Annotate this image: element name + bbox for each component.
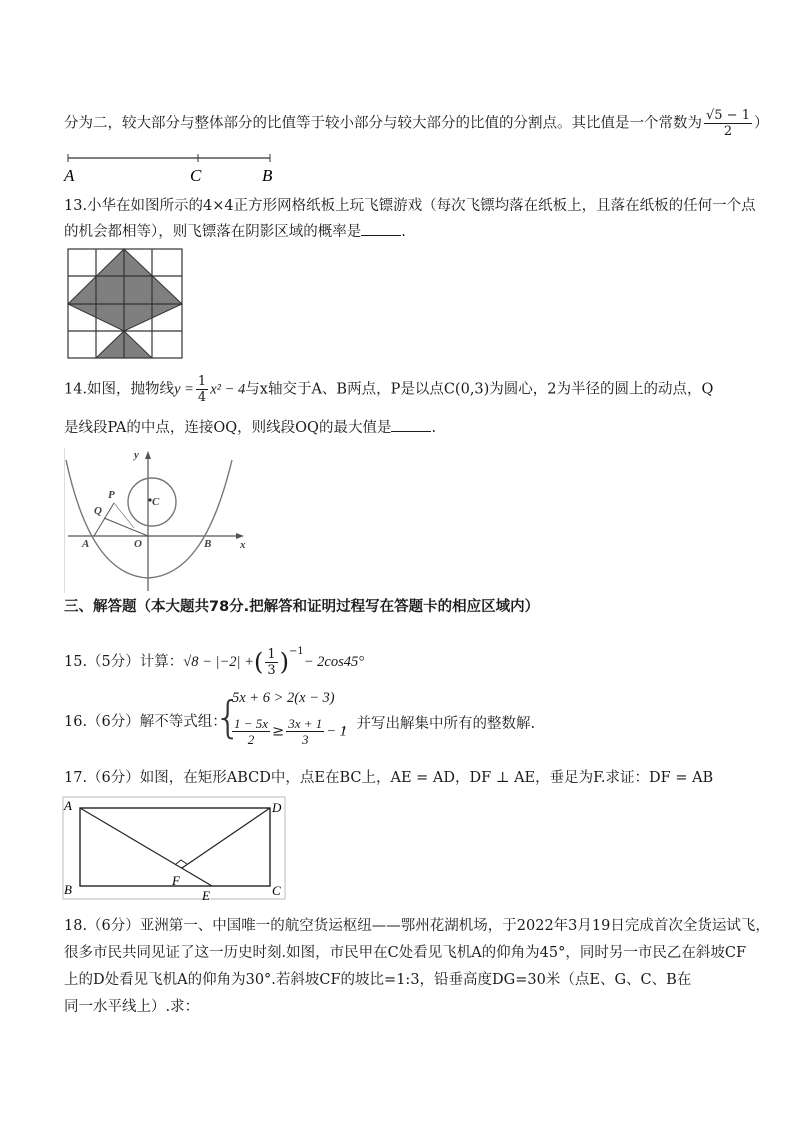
q14-rest: 与x轴交于A、B两点，P是以点C(0,3)为圆心，2为半径的圆上的动点，Q [245, 381, 714, 398]
y-axis-arrow [145, 451, 151, 459]
tangent-line [114, 503, 134, 528]
parabola-figure [64, 448, 250, 593]
q15-expr-b: − 2cos45° [303, 654, 365, 670]
q14-line2 [64, 417, 436, 438]
inequality-1: 5x + 6 > 2(x − 3) [232, 690, 335, 706]
x-squared-term: x² − 4 [210, 381, 246, 398]
q12-text: 分为二，较大部分与整体部分的比值等于较小部分与较大部分的比值的分割点。其比值是一个常数为 [64, 115, 702, 132]
point-label-e: E [202, 888, 210, 902]
fraction-numerator: 3x + 1 [288, 716, 323, 731]
q15-expr-a: √8 − |−2| + [183, 654, 254, 670]
segment-figure [60, 150, 280, 186]
right-paren: ) [279, 648, 289, 676]
q14-period: . [431, 420, 437, 436]
segment-oq [104, 518, 148, 536]
point-label-b: B [262, 166, 273, 185]
q14-lead: 14.如图，抛物线 [64, 381, 175, 398]
axis-label-y: y [134, 449, 139, 461]
q13-line1: 13.小华在如图所示的4×4正方形网格纸板上玩飞镖游戏（每次飞镖均落在纸板上，且落在纸板的任何一个点 [64, 198, 756, 214]
rectangle-figure [62, 796, 288, 902]
q18-line1: 18.（6分）亚洲第一、中国唯一的航空货运枢纽——鄂州花湖机场，于2022年3月19日完成首次全货运试飞， [64, 918, 770, 934]
fraction-denominator: 4 [197, 390, 207, 405]
q13-question: 的机会都相等），则飞镖落在阴影区域的概率是 [64, 224, 362, 240]
fraction-denominator: 3 [267, 662, 276, 678]
third-fraction [265, 647, 277, 678]
left-paren: ( [253, 648, 264, 676]
point-label-a: A [64, 798, 72, 813]
fraction-left [232, 716, 270, 747]
geq-sign: ≥ [272, 723, 285, 740]
point-label-b: B [64, 882, 72, 897]
fraction-numerator: √5 − 1 [706, 108, 750, 123]
point-label-c: C [190, 166, 202, 185]
answer-blank [361, 221, 401, 236]
q15-lead: 15.（5分）计算： [64, 654, 184, 670]
point-label-a: A [82, 538, 90, 550]
shaded-diamond [68, 249, 182, 331]
q13-line2 [64, 221, 406, 242]
answer-blank [391, 417, 431, 432]
exponent: −1 [289, 646, 304, 657]
q14-line1 [64, 374, 713, 405]
fraction-right [286, 716, 324, 747]
q17-text: 17.（6分）如图，在矩形ABCD中，点E在BC上，AE = AD，DF ⊥ AE，垂足为F.求证：DF = AB [64, 770, 714, 786]
dartboard-grid-figure [66, 246, 186, 360]
fraction-denominator: 2 [723, 124, 733, 139]
fraction-denominator: 2 [247, 732, 255, 747]
fraction-numerator: 1 [267, 646, 276, 662]
point-label-c: C [152, 496, 160, 508]
q18-line3: 上的D处看见飞机A的仰角为30°.若斜坡CF的坡比=1:3，铅垂高度DG=30米（点E、G、C、B在 [64, 972, 692, 988]
segment-ae [80, 808, 212, 886]
fraction-numerator: 1 − 5x [234, 716, 269, 731]
system-brace: { [214, 692, 242, 743]
minus-one: − 1 [326, 723, 347, 740]
point-label-a: A [64, 166, 75, 185]
golden-ratio-fraction [704, 108, 752, 139]
q13-period: . [401, 224, 406, 240]
q15-line [64, 642, 364, 678]
q14-question: 是线段PA的中点，连接OQ，则线段OQ的最大值是 [64, 420, 392, 436]
q16-lead: 16.（6分）解不等式组： [64, 714, 227, 730]
point-label-c: C [272, 883, 281, 898]
point-label-o: O [134, 538, 142, 550]
point-label-d: D [272, 800, 282, 815]
q12-text-line [64, 108, 768, 139]
section-heading: 三、解答题（本大题共78分.把解答和证明过程写在答题卡的相应区域内） [64, 599, 540, 615]
quarter-fraction [196, 374, 208, 405]
inequality-2 [230, 716, 347, 747]
y-equals: y = [174, 381, 194, 398]
axis-label-x: x [240, 539, 246, 551]
q18-line4: 同一水平线上）.求： [64, 999, 200, 1015]
close-paren: ） [753, 115, 769, 132]
q16-tail: ，并写出解集中所有的整数解. [342, 716, 536, 732]
point-label-b: B [204, 538, 212, 550]
fraction-numerator: 1 [197, 374, 207, 389]
right-angle-mark [176, 860, 187, 864]
q18-line2: 很多市民共同见证了这一历史时刻.如图，市民甲在C处看见飞机A的仰角为45°，同时另一市民乙在斜坡CF [64, 945, 747, 961]
segment-df [182, 808, 270, 868]
point-label-p: P [108, 489, 115, 501]
point-label-q: Q [94, 505, 102, 517]
fraction-denominator: 3 [301, 732, 309, 747]
point-label-f: F [172, 873, 180, 888]
